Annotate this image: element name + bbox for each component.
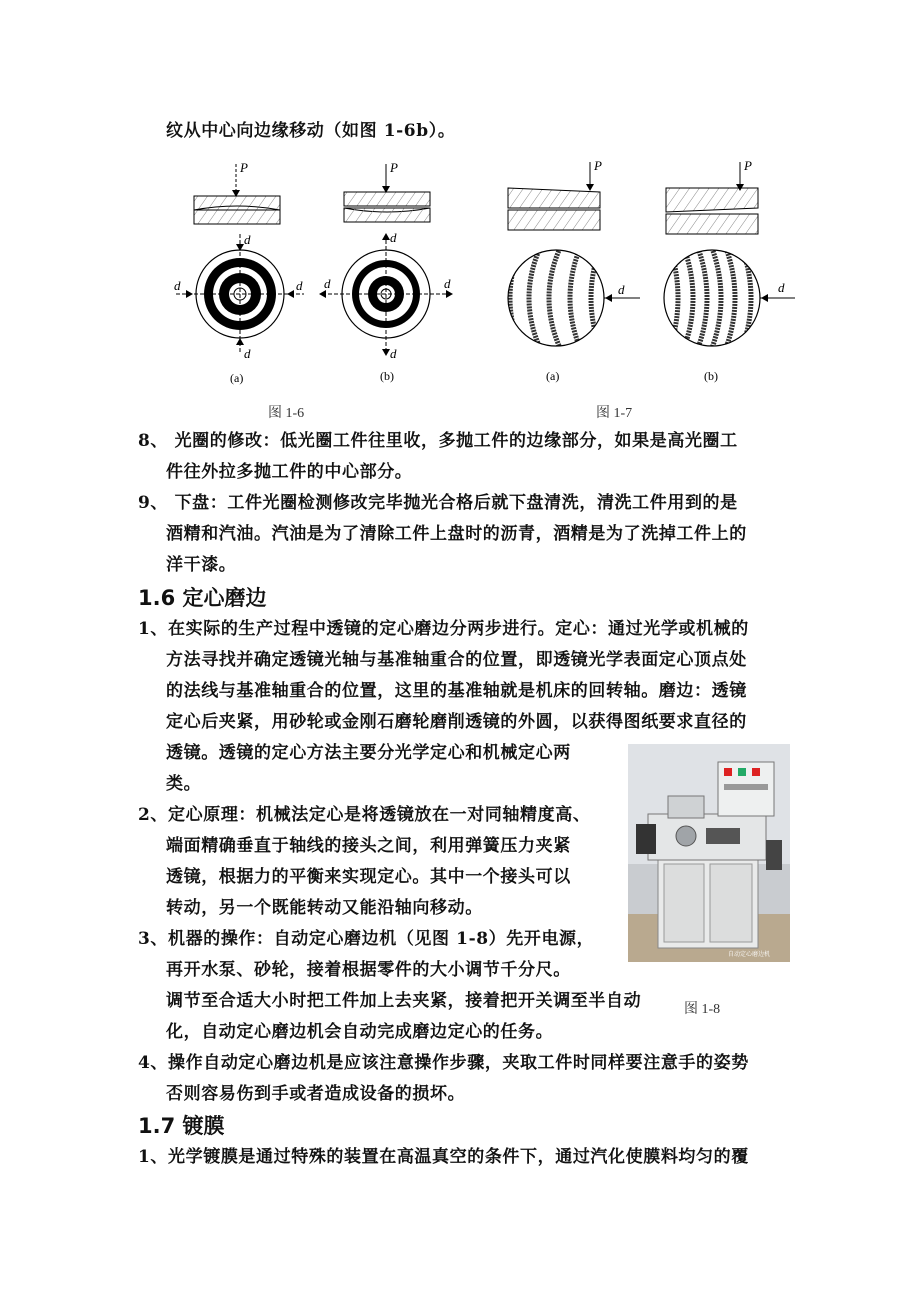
s16-item-1-line5: 透镜。透镜的定心方法主要分光学定心和机械定心两 — [166, 743, 571, 763]
s16-item-4: 4、操作自动定心磨边机是应该注意操作步骤，夹取工件时同样要注意手的姿势 — [138, 1053, 749, 1073]
svg-text:P: P — [594, 158, 602, 173]
svg-text:d: d — [324, 276, 331, 291]
caption-fig-1-6: 图 1-6 — [268, 406, 305, 421]
s16-item-1-line2: 方法寻找并确定透镜光轴与基准轴重合的位置，即透镜光学表面定心顶点处 — [166, 650, 747, 670]
figure-1-6-newton-rings — [160, 152, 460, 392]
fig16b-rings — [319, 230, 453, 361]
svg-text:d: d — [244, 346, 251, 361]
photo-label: 自动定心磨边机 — [728, 952, 771, 958]
fig17-label-a: (a) — [546, 369, 560, 383]
svg-text:d: d — [618, 282, 625, 297]
s16-item-2-line3: 透镜，根据力的平衡来实现定心。其中一个接头可以 — [166, 867, 571, 887]
s16-item-3-line4: 化，自动定心磨边机会自动完成磨边定心的任务。 — [166, 1022, 554, 1042]
svg-text:d: d — [296, 278, 303, 293]
fig17b-fringes — [664, 248, 795, 348]
s16-item-1: 1、在实际的生产过程中透镜的定心磨边分两步进行。定心：通过光学或机械的 — [138, 619, 749, 639]
s16-item-2: 2、定心原理：机械法定心是将透镜放在一对同轴精度高、 — [138, 805, 591, 825]
s16-item-2-line2: 端面精确垂直于轴线的接头之间，利用弹簧压力夹紧 — [166, 836, 571, 856]
figure-1-8-grinding-machine-photo — [628, 744, 790, 962]
fig17b-plates — [666, 158, 758, 234]
s16-item-1-line6: 类。 — [166, 774, 202, 794]
caption-fig-1-7: 图 1-7 — [596, 406, 633, 421]
fig16a-plates — [194, 160, 280, 224]
fig16-label-b: (b) — [380, 369, 394, 383]
list-item-9-line2: 酒精和汽油。汽油是为了清除工件上盘时的沥青，酒精是为了洗掉工件上的 — [166, 524, 747, 544]
svg-text:d: d — [444, 276, 451, 291]
fig17a-fringes — [508, 248, 640, 348]
s16-item-3-line3: 调节至合适大小时把工件加上去夹紧，接着把开关调至半自动 — [166, 991, 642, 1011]
svg-text:d: d — [390, 230, 397, 245]
s16-item-2-line4: 转动，另一个既能转动又能沿轴向移动。 — [166, 898, 483, 918]
section-heading-1-7: 1.7 镀膜 — [138, 1114, 225, 1138]
list-item-9-line3: 洋干漆。 — [166, 555, 237, 575]
list-item-8: 8、 光圈的修改：低光圈工件往里收，多抛工件的边缘部分，如果是高光圈工 — [138, 431, 738, 451]
svg-text:d: d — [390, 346, 397, 361]
svg-text:d: d — [244, 232, 251, 247]
caption-fig-1-8: 图 1-8 — [684, 1002, 721, 1017]
svg-text:P: P — [390, 160, 398, 175]
svg-text:d: d — [174, 278, 181, 293]
fig17a-plates — [508, 158, 602, 230]
s16-item-1-line4: 定心后夹紧，用砂轮或金刚石磨轮磨削透镜的外圆，以获得图纸要求直径的 — [166, 712, 747, 732]
s16-item-3: 3、机器的操作：自动定心磨边机（见图 1-8）先开电源， — [138, 929, 595, 949]
svg-text:P: P — [240, 160, 248, 175]
fig16-label-a: (a) — [230, 371, 244, 385]
figure-1-7-interference-fringes — [490, 152, 800, 392]
list-item-9: 9、 下盘：工件光圈检测修改完毕抛光合格后就下盘清洗，清洗工件用到的是 — [138, 493, 738, 513]
svg-text:d: d — [778, 280, 785, 295]
s16-item-3-line2: 再开水泵、砂轮，接着根据零件的大小调节千分尺。 — [166, 960, 571, 980]
paragraph-continuation: 纹从中心向边缘移动（如图 1-6b）。 — [166, 121, 456, 141]
section-heading-1-6: 1.6 定心磨边 — [138, 586, 267, 610]
svg-text:P: P — [744, 158, 752, 173]
list-item-8-line2: 件往外拉多抛工件的中心部分。 — [166, 462, 413, 482]
s16-item-1-line3: 的法线与基准轴重合的位置，这里的基准轴就是机床的回转轴。磨边：透镜 — [166, 681, 747, 701]
fig16b-plates — [344, 160, 430, 222]
fig17-label-b: (b) — [704, 369, 718, 383]
s17-item-1: 1、光学镀膜是通过特殊的装置在高温真空的条件下，通过汽化使膜料均匀的覆 — [138, 1147, 749, 1167]
fig16a-rings — [174, 232, 304, 361]
s16-item-4-line2: 否则容易伤到手或者造成设备的损坏。 — [166, 1084, 466, 1104]
